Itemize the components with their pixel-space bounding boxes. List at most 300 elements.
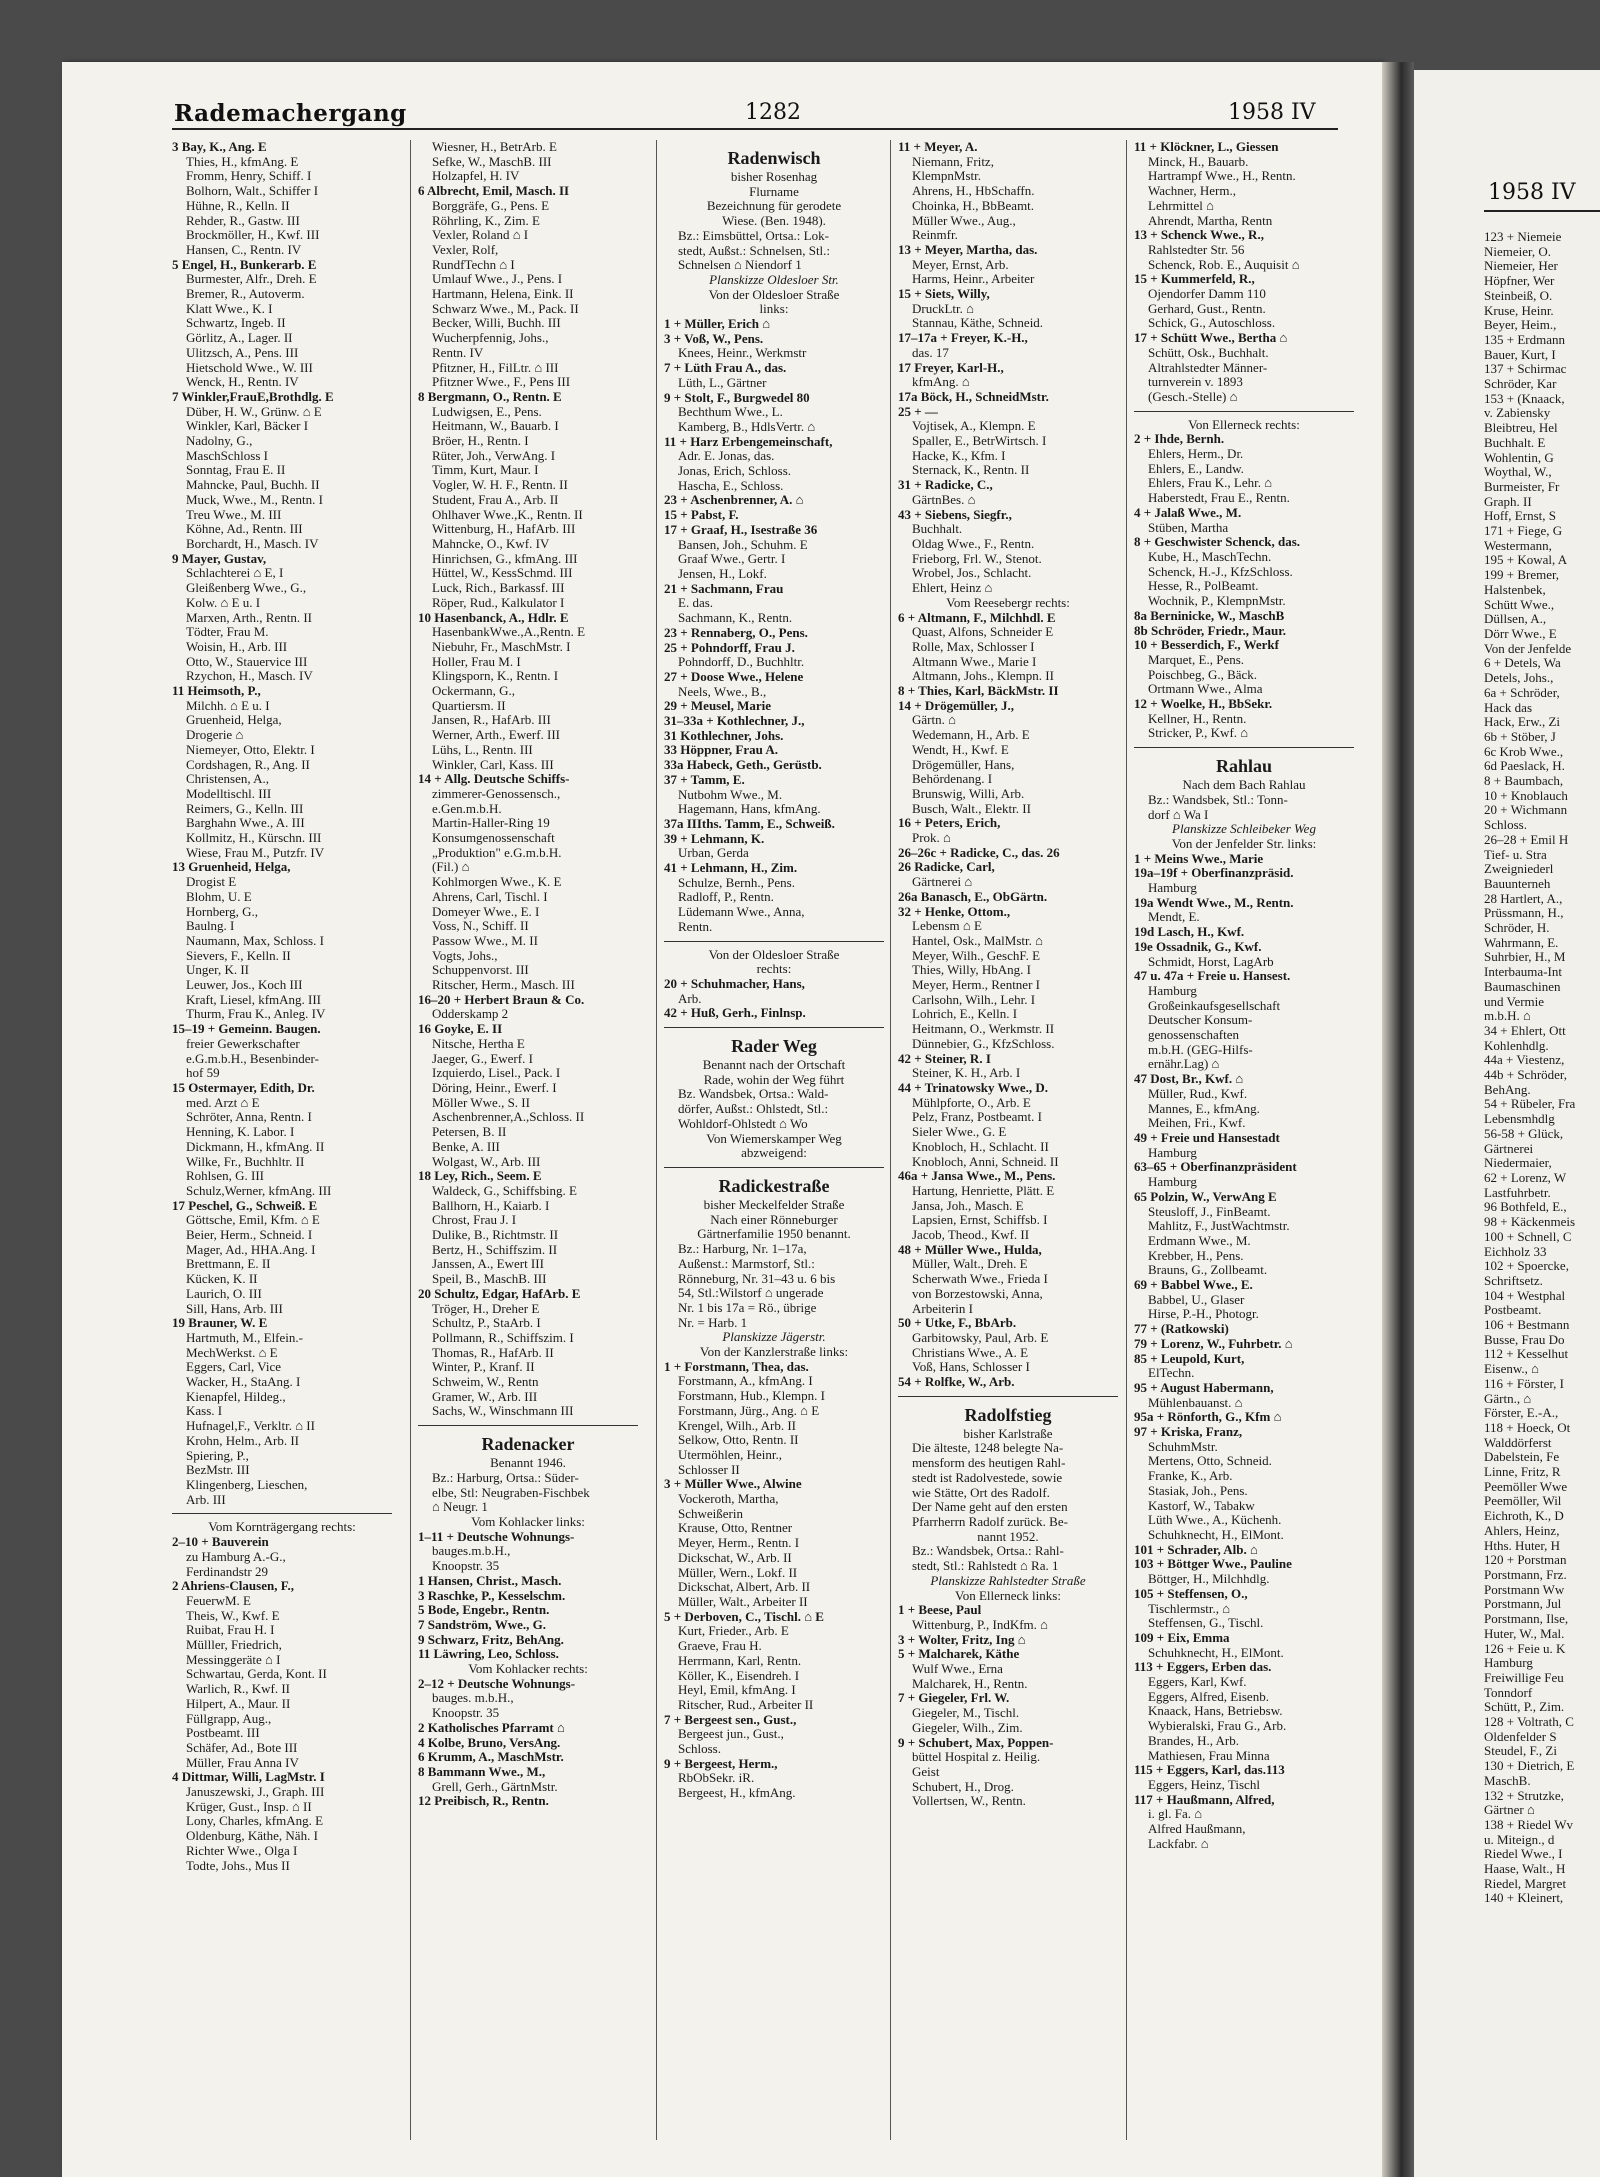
house-number-entry: 25 + —: [898, 404, 938, 419]
section-note: Benannt 1946.: [490, 1456, 566, 1471]
next-page-entry: Gärtner ⌂: [1484, 1803, 1535, 1818]
next-page-entry: Von der Jenfelde: [1484, 641, 1572, 656]
house-number-entry: 33 Höppner, Frau A.: [664, 743, 779, 758]
resident-entry: Janssen, A., Ewert III: [432, 1257, 544, 1272]
resident-entry: Schröter, Anna, Rentn. I: [186, 1110, 312, 1125]
next-page-entry: 44b + Schröder,: [1484, 1068, 1567, 1083]
resident-entry: Gramer, W., Arb. III: [432, 1389, 538, 1404]
resident-entry: Köller, K., Eisendreh. I: [678, 1668, 800, 1683]
resident-entry: Schlosser II: [678, 1462, 740, 1477]
resident-entry: Wrobel, Jos., Schlacht.: [912, 566, 1032, 581]
resident-entry: KlempnMstr.: [912, 169, 981, 184]
resident-entry: wie Stätte, Ort des Radolf.: [912, 1485, 1050, 1500]
section-note: Rade, wohin der Weg führt: [703, 1072, 845, 1087]
resident-entry: Krohn, Helm., Arb. II: [186, 1433, 300, 1448]
resident-entry: Dulike, B., Richtmstr. II: [432, 1228, 559, 1243]
resident-entry: Beier, Herm., Schneid. I: [186, 1228, 313, 1243]
resident-entry: Lüth, L., Gärtner: [678, 375, 767, 390]
resident-entry: Giegeler, Wilh., Zim.: [912, 1720, 1023, 1735]
house-number-entry: 25 + Pohndorff, Frau J.: [664, 640, 795, 655]
house-number-entry: 9 Mayer, Gustav,: [172, 551, 267, 566]
resident-entry: med. Arzt ⌂ E: [186, 1095, 260, 1110]
street-heading: Radolfstieg: [964, 1404, 1052, 1425]
house-number-entry: 65 Polzin, W., VerwAng E: [1134, 1189, 1277, 1204]
resident-entry: Winkler, Karl, Bäcker I: [186, 419, 309, 434]
house-number-entry: 8 Bammann Wwe., M.,: [418, 1764, 546, 1779]
next-page-entry: Eichholz 33: [1484, 1244, 1547, 1259]
resident-entry: Heitmann, O., Werkmstr. II: [912, 1022, 1055, 1037]
resident-entry: Müller, Walt., Arbeiter II: [678, 1594, 808, 1609]
next-page-entry: 56-58 + Glück,: [1484, 1126, 1564, 1141]
house-number-entry: 4 + Jalaß Wwe., M.: [1134, 505, 1242, 520]
next-page-entry: Lastfuhrbetr.: [1484, 1185, 1551, 1200]
resident-entry: Wendt, H., Kwf. E: [912, 742, 1009, 757]
section-rule: [172, 1513, 392, 1514]
resident-entry: Meyer, Herm., Rentner I: [912, 978, 1040, 993]
house-number-entry: 46a + Jansa Wwe., M., Pens.: [898, 1169, 1056, 1184]
house-number-entry: 5 + Malcharek, Käthe: [898, 1647, 1020, 1662]
resident-entry: Lackfabr. ⌂: [1148, 1836, 1209, 1851]
resident-entry: Speil, B., MaschB. III: [432, 1272, 547, 1287]
resident-entry: Quast, Alfons, Schneider E: [912, 625, 1054, 640]
resident-entry: Bz.: Eimsbüttel, Ortsa.: Lok-: [678, 228, 829, 243]
next-page-entry: BehAng.: [1484, 1082, 1531, 1097]
house-number-entry: 8a Berninicke, W., MaschB: [1134, 608, 1285, 623]
resident-entry: Ehlers, Herm., Dr.: [1148, 447, 1244, 462]
resident-entry: Jansen, R., HafArb. III: [432, 713, 551, 728]
house-number-entry: 115 + Eggers, Karl, das.113: [1134, 1763, 1285, 1778]
resident-entry: Kamberg, B., HdlsVertr. ⌂: [678, 419, 816, 434]
resident-entry: Brunswig, Willi, Arb.: [912, 786, 1025, 801]
resident-entry: Harms, Heinr., Arbeiter: [912, 272, 1035, 287]
next-page-entry: Suhrbier, H., M: [1484, 950, 1566, 965]
resident-entry: (Fil.) ⌂: [432, 860, 470, 875]
house-number-entry: 69 + Babbel Wwe., E.: [1134, 1278, 1253, 1293]
resident-entry: Eggers, Carl, Vice: [186, 1360, 282, 1375]
next-page-entry: 104 + Westphal: [1484, 1288, 1566, 1303]
resident-entry: Stüben, Martha: [1148, 520, 1229, 535]
next-page-entry: m.b.H. ⌂: [1484, 1009, 1531, 1024]
next-page-entry: 153 + (Knaack,: [1484, 391, 1565, 406]
section-note: Von der Oldesloer Straße: [708, 287, 840, 302]
resident-entry: Schwarz Wwe., M., Pack. II: [432, 301, 579, 316]
house-number-entry: 9 + Bergeest, Herm.,: [664, 1756, 778, 1771]
resident-entry: Hamburg: [1148, 881, 1197, 896]
resident-entry: Ulitzsch, A., Pens. III: [186, 345, 299, 360]
resident-entry: m.b.H. (GEG-Hilfs-: [1148, 1042, 1253, 1057]
resident-entry: Kube, H., MaschTechn.: [1148, 549, 1272, 564]
resident-entry: kfmAng. ⌂: [912, 375, 970, 390]
resident-entry: Gerhard, Gust., Rentn.: [1148, 301, 1266, 316]
resident-entry: stedt, Stl.: Rahlstedt ⌂ Ra. 1: [912, 1559, 1059, 1574]
resident-entry: Erdmann Wwe., M.: [1148, 1233, 1251, 1248]
section-rule: [1134, 747, 1354, 748]
resident-entry: Waldeck, G., Schiffsbing. E: [432, 1183, 577, 1198]
resident-entry: Schick, G., Autoschloss.: [1148, 316, 1276, 331]
resident-entry: Knobloch, Anni, Schneid. II: [912, 1154, 1059, 1169]
resident-entry: Nr. = Harb. 1: [678, 1315, 748, 1330]
resident-entry: Hascha, E., Schloss.: [678, 478, 784, 493]
next-page-entry: 28 Hartlert, A.,: [1484, 891, 1563, 906]
street-heading: Rader Weg: [731, 1036, 817, 1057]
resident-entry: Meihen, Fri., Kwf.: [1148, 1116, 1246, 1131]
resident-entry: Pollmann, R., Schiffszim. I: [432, 1330, 574, 1345]
house-number-entry: 8 Bergmann, O., Rentn. E: [418, 389, 562, 404]
next-page-entry: 123 + Niemeie: [1484, 230, 1562, 244]
resident-entry: Kass. I: [186, 1404, 223, 1419]
house-number-entry: 2 Ahriens-Clausen, F.,: [172, 1579, 294, 1594]
resident-entry: Ehlert, Heinz ⌂: [912, 581, 993, 596]
section-rule: [664, 1167, 884, 1168]
resident-entry: Müller, Frau Anna IV: [186, 1755, 299, 1770]
house-number-entry: 9 + Schubert, Max, Poppen-: [898, 1735, 1054, 1750]
resident-entry: Tischlermstr., ⌂: [1148, 1601, 1231, 1616]
resident-entry: Kienapfel, Hildeg.,: [186, 1389, 286, 1404]
resident-entry: Gruenheid, Helga,: [186, 713, 282, 728]
resident-entry: Arb.: [678, 991, 702, 1006]
house-number-entry: 8 + Geschwister Schenck, das.: [1134, 535, 1301, 550]
next-page-entry: Oldenfelder S: [1484, 1729, 1557, 1744]
next-page-entry: Eichroth, K., D: [1484, 1509, 1564, 1524]
resident-entry: Ritscher, Herm., Masch. III: [432, 978, 575, 993]
next-page-entry: Förster, E.-A.,: [1484, 1406, 1559, 1421]
house-number-entry: 101 + Schrader, Alb. ⌂: [1134, 1542, 1258, 1557]
resident-entry: Spaller, E., BetrWirtsch. I: [912, 434, 1047, 449]
resident-entry: Meyer, Ernst, Arb.: [912, 257, 1009, 272]
next-page-entry: Eisenw., ⌂: [1484, 1362, 1539, 1377]
resident-entry: hof 59: [186, 1066, 220, 1081]
house-number-entry: 44 + Trinatowsky Wwe., D.: [898, 1081, 1049, 1095]
next-page-entry: Schröder, H.: [1484, 921, 1550, 936]
section-note: Gärtnerfamilie 1950 benannt.: [697, 1227, 851, 1242]
house-number-entry: 31–33a + Kothlechner, J.,: [664, 714, 805, 729]
resident-entry: Füllgrapp, Aug.,: [186, 1711, 272, 1726]
street-heading: Radickestraße: [718, 1176, 830, 1196]
resident-entry: Lehrmittel ⌂: [1148, 198, 1214, 213]
next-page-entry: u. Miteign., d: [1484, 1832, 1555, 1847]
resident-entry: Sill, Hans, Arb. III: [186, 1301, 283, 1316]
resident-entry: Wilke, Fr., Buchhltr. II: [186, 1154, 305, 1169]
resident-entry: Schmidt, Horst, LagArb: [1148, 954, 1274, 969]
next-page-entry: Gärtn., ⌂: [1484, 1391, 1532, 1406]
house-number-entry: 50 + Utke, F., BbArb.: [898, 1316, 1017, 1331]
resident-entry: Vojtisek, A., Klempn. E: [912, 419, 1036, 434]
house-number-entry: 1 + Meins Wwe., Marie: [1134, 851, 1264, 866]
resident-entry: E. das.: [678, 596, 714, 611]
resident-entry: Ludwigsen, E., Pens.: [432, 404, 542, 419]
resident-entry: Rzychon, H., Masch. IV: [186, 669, 313, 684]
house-number-entry: 16–20 + Herbert Braun & Co.: [418, 992, 585, 1007]
resident-entry: Mahlitz, F., JustWachtmstr.: [1148, 1219, 1290, 1234]
resident-entry: Postbeamt. III: [186, 1726, 260, 1741]
next-page-entry: Wohlentin, G: [1484, 450, 1554, 465]
next-page-entry: Riedel Wwe., I: [1484, 1847, 1563, 1862]
next-page-entry: Walddörferst: [1484, 1435, 1552, 1450]
resident-entry: Wiese, Frau M., Putzfr. IV: [186, 845, 325, 860]
resident-entry: Messinggeräte ⌂ I: [186, 1652, 281, 1667]
resident-entry: Mannes, E., kfmAng.: [1148, 1101, 1260, 1116]
next-page-entry: 6a + Schröder,: [1484, 685, 1560, 700]
next-page-entry: Steudel, F., Zi: [1484, 1744, 1557, 1759]
resident-entry: Aschenbrenner,A.,Schloss. II: [432, 1110, 585, 1125]
resident-entry: Hacke, K., Kfm. I: [912, 448, 1006, 463]
resident-entry: Ballhorn, H., Kaiarb. I: [432, 1198, 550, 1213]
next-page-year: 1958 IV: [1488, 180, 1576, 205]
next-page-entry: Zweigniederl: [1484, 862, 1554, 877]
resident-entry: Lüth Wwe., A., Küchenh.: [1148, 1513, 1282, 1528]
section-note: Von der Oldesloer Straße: [708, 947, 840, 962]
resident-entry: Schütt, Osk., Buchhalt.: [1148, 345, 1269, 360]
resident-entry: e.Gen.m.b.H.: [432, 801, 502, 816]
house-number-entry: 1 + Müller, Erich ⌂: [664, 317, 771, 332]
resident-entry: „Produktion" e.G.m.b.H.: [432, 845, 562, 860]
resident-entry: Sefke, W., MaschB. III: [432, 154, 552, 169]
resident-entry: Krause, Otto, Rentner: [678, 1521, 793, 1536]
resident-entry: Hartrampf Wwe., H., Rentn.: [1148, 169, 1296, 184]
house-number-entry: 43 + Siebens, Siegfr.,: [898, 507, 1012, 522]
next-page-entry: Linne, Fritz, R: [1484, 1465, 1561, 1480]
resident-entry: Ferdinandstr 29: [186, 1564, 268, 1579]
resident-entry: Spiering, P.,: [186, 1448, 249, 1463]
resident-entry: Muck, Wwe., M., Rentn. I: [186, 492, 323, 507]
resident-entry: Scherwath Wwe., Frieda I: [912, 1272, 1048, 1287]
resident-entry: Unger, K. II: [186, 963, 250, 978]
resident-entry: Wiesner, H., BetrArb. E: [432, 140, 557, 154]
resident-entry: Eggers, Heinz, Tischl: [1148, 1777, 1260, 1792]
next-page-entry: Wahrmann, E.: [1484, 935, 1559, 950]
house-number-entry: 95a + Rönforth, G., Kfm ⌂: [1134, 1410, 1282, 1425]
resident-entry: Graeve, Frau H.: [678, 1639, 762, 1654]
resident-entry: Borggräfe, G., Pens. E: [432, 198, 550, 213]
house-number-entry: 113 + Eggers, Erben das.: [1134, 1660, 1272, 1675]
next-page-entry: Halstenbek,: [1484, 582, 1546, 597]
column-divider: [1126, 140, 1127, 2140]
resident-entry: Brettmann, E. II: [186, 1257, 271, 1272]
resident-entry: Steusloff, J., FinBeamt.: [1148, 1204, 1271, 1219]
next-page-entry: 100 + Schnell, C: [1484, 1229, 1572, 1244]
house-number-entry: 11 + Klöckner, L., Giessen: [1134, 140, 1279, 154]
section-note: Vom Kohlacker links:: [471, 1514, 585, 1529]
next-page-entry: 54 + Rübeler, Fra: [1484, 1097, 1576, 1112]
resident-entry: Schweim, W., Rentn: [432, 1375, 539, 1390]
resident-entry: Borchardt, H., Masch. IV: [186, 536, 319, 551]
resident-entry: Schulze, Bernh., Pens.: [678, 875, 795, 890]
house-number-entry: 12 + Woelke, H., BbSekr.: [1134, 697, 1273, 712]
next-page-entry: Kohlenhdlg.: [1484, 1038, 1549, 1053]
next-page-entry: Niemeier, Her: [1484, 259, 1558, 274]
next-page-entry: Peemöller Wwe: [1484, 1479, 1568, 1494]
resident-entry: Tödter, Frau M.: [186, 625, 269, 640]
house-number-entry: 14 + Drögemüller, J.,: [898, 698, 1014, 713]
house-number-entry: 15 Ostermayer, Edith, Dr.: [172, 1081, 315, 1095]
resident-entry: Marxen, Arth., Rentn. II: [186, 610, 313, 625]
resident-entry: GärtnBes. ⌂: [912, 492, 976, 507]
resident-entry: Gärtnerei ⌂: [912, 875, 973, 890]
house-number-entry: 37 + Tamm, E.: [664, 772, 745, 787]
resident-entry: Grell, Gerh., GärtnMstr.: [432, 1779, 558, 1794]
resident-entry: Chrost, Frau J. I: [432, 1213, 517, 1228]
resident-entry: Utermöhlen, Heinr.,: [678, 1447, 782, 1462]
resident-entry: Krebber, H., Pens.: [1148, 1248, 1244, 1263]
resident-entry: Eggers, Alfred, Eisenb.: [1148, 1689, 1269, 1704]
house-number-entry: 19a Wendt Wwe., M., Rentn.: [1134, 895, 1294, 910]
resident-entry: RundfTechn ⌂ I: [432, 257, 515, 272]
resident-entry: Rahlstedter Str. 56: [1148, 242, 1245, 257]
resident-entry: Neels, Wwe., B.,: [678, 684, 767, 699]
section-note: Von der Jenfelder Str. links:: [1171, 836, 1317, 851]
resident-entry: Minck, H., Bauarb.: [1148, 154, 1249, 169]
section-rule: [898, 1396, 1118, 1397]
resident-entry: Sonntag, Frau E. II: [186, 463, 286, 478]
house-number-entry: 95 + August Habermann,: [1134, 1380, 1274, 1395]
resident-entry: MechWerkst. ⌂ E: [186, 1345, 278, 1360]
resident-entry: Wenck, H., Rentn. IV: [186, 375, 299, 390]
house-number-entry: 17 Freyer, Karl-H.,: [898, 360, 1004, 375]
resident-entry: Müller Wwe., Aug.,: [912, 213, 1016, 228]
resident-entry: Barghahn Wwe., A. III: [186, 816, 305, 831]
house-number-entry: 19a–19f + Oberfinanzpräsid.: [1134, 866, 1294, 881]
section-note: Von Ellerneck links:: [955, 1588, 1061, 1603]
house-number-entry: 37a IIIths. Tamm, E., Schweiß.: [664, 816, 835, 831]
resident-entry: Brockmöller, H., Kwf. III: [186, 228, 320, 243]
house-number-entry: 77 + (Ratkowski): [1134, 1322, 1229, 1337]
resident-entry: Klatt Wwe., K. I: [186, 301, 273, 316]
resident-entry: Schuhknecht, H., ElMont.: [1148, 1645, 1284, 1660]
house-number-entry: 3 + Müller Wwe., Alwine: [664, 1477, 802, 1492]
resident-entry: Mahncke, O., Kwf. IV: [432, 536, 550, 551]
resident-entry: Benke, A. III: [432, 1139, 500, 1154]
resident-entry: Vockeroth, Martha,: [678, 1492, 779, 1507]
house-number-entry: 12 Preibisch, R., Rentn.: [418, 1794, 549, 1809]
resident-entry: Mager, Ad., HHA.Ang. I: [186, 1242, 316, 1257]
resident-entry: Brandes, H., Arb.: [1148, 1733, 1239, 1748]
street-heading: Rahlau: [1215, 756, 1273, 777]
house-number-entry: 1 + Beese, Paul: [898, 1603, 982, 1618]
resident-entry: Niemeyer, Otto, Elektr. I: [186, 742, 315, 757]
house-number-entry: 105 + Steffensen, O.,: [1134, 1586, 1248, 1601]
house-number-entry: 11 + Meyer, A.: [898, 140, 978, 154]
resident-entry: Altmann, Johs., Klempn. II: [912, 669, 1054, 684]
next-page-entry: Detels, Johs.,: [1484, 671, 1554, 686]
resident-entry: Hinrichsen, G., kfmAng. III: [432, 551, 578, 566]
resident-entry: Voss, N., Schiff. II: [432, 919, 529, 934]
next-page-entry: 195 + Kowal, A: [1484, 553, 1568, 568]
resident-entry: Hilpert, A., Maur. II: [186, 1696, 291, 1711]
section-rule: [664, 941, 884, 942]
resident-entry: Jacob, Theod., Kwf. II: [912, 1228, 1030, 1243]
resident-entry: Drogist E: [186, 875, 237, 890]
next-page-entry: Buchhalt. E: [1484, 435, 1546, 450]
resident-entry: Röper, Rud., Kalkulator I: [432, 595, 565, 610]
next-page-entry: Porstmann, Frz.: [1484, 1567, 1567, 1582]
next-page-entry: 135 + Erdmann: [1484, 332, 1565, 347]
next-page-entry: Huter, W., Mal.: [1484, 1626, 1565, 1641]
resident-entry: Schweißerin: [678, 1506, 743, 1521]
section-note: Von Ellerneck rechts:: [1188, 417, 1300, 432]
house-number-entry: 103 + Böttger Wwe., Pauline: [1134, 1557, 1292, 1572]
next-page-entry: Gärtnerei: [1484, 1141, 1534, 1156]
section-rule: [664, 1027, 884, 1028]
resident-entry: Petersen, B. II: [432, 1125, 507, 1140]
resident-entry: Rüter, Joh., VerwAng. I: [432, 448, 556, 463]
resident-entry: Stricker, P., Kwf. ⌂: [1148, 726, 1249, 741]
resident-entry: Steiner, K. H., Arb. I: [912, 1066, 1021, 1081]
column-divider: [656, 140, 657, 2140]
next-page-rule: [1484, 210, 1600, 212]
next-page-entry: Schloss.: [1484, 818, 1527, 833]
resident-entry: genossenschaften: [1148, 1028, 1239, 1043]
resident-entry: turnverein v. 1893: [1148, 375, 1243, 390]
resident-entry: freier Gewerkschafter: [186, 1036, 300, 1051]
next-page-entry: Lebensmhdlg: [1484, 1112, 1555, 1127]
resident-entry: Wittenburg, H., HafArb. III: [432, 522, 576, 537]
next-page-entry: 138 + Riedel Wv: [1484, 1817, 1574, 1832]
house-number-entry: 18 Ley, Rich., Seem. E: [418, 1169, 542, 1184]
resident-entry: Radloff, P., Rentn.: [678, 890, 774, 905]
resident-entry: Rehder, R., Gastw. III: [186, 213, 300, 228]
section-note: Wiese. (Ben. 1948).: [722, 214, 826, 229]
street-heading: Radenacker: [481, 1434, 575, 1455]
next-page-entry: 8 + Baumbach,: [1484, 774, 1564, 789]
house-number-entry: 31 Kothlechner, Johs.: [664, 728, 784, 743]
resident-entry: Schuhknecht, H., ElMont.: [1148, 1527, 1284, 1542]
house-number-entry: 13 + Meyer, Martha, das.: [898, 242, 1038, 257]
next-page-entry: Höpfner, Wer: [1484, 274, 1555, 289]
next-page-entry: 10 + Knoblauch: [1484, 788, 1568, 803]
house-number-entry: 117 + Haußmann, Alfred,: [1134, 1792, 1275, 1807]
map-reference: Planskizze Rahlstedter Straße: [930, 1573, 1086, 1588]
next-page-entry: Westermann,: [1484, 538, 1552, 553]
resident-entry: das. 17: [912, 345, 949, 360]
next-page-entry: 20 + Wichmann: [1484, 803, 1568, 818]
resident-entry: Kurt, Frieder., Arb. E: [678, 1624, 789, 1639]
next-page-entry: 96 Bothfeld, E.,: [1484, 1200, 1567, 1215]
next-page-entry: Beyer, Heim.,: [1484, 318, 1557, 333]
next-page-entry: Graph. II: [1484, 494, 1532, 509]
resident-entry: Mendt, E.: [1148, 910, 1200, 925]
next-page-entry: Burmeister, Fr: [1484, 479, 1560, 494]
next-page-entry: 128 + Voltrath, C: [1484, 1715, 1574, 1730]
resident-entry: Garbitowsky, Paul, Arb. E: [912, 1330, 1049, 1345]
house-number-entry: 8b Schröder, Friedr., Maur.: [1134, 623, 1287, 638]
resident-entry: Brauns, G., Zollbeamt.: [1148, 1263, 1268, 1278]
resident-entry: RbObSekr. iR.: [678, 1771, 755, 1786]
resident-entry: Die älteste, 1248 belegte Na-: [912, 1441, 1064, 1456]
house-number-entry: 1 Hansen, Christ., Masch.: [418, 1573, 562, 1588]
column-2: [418, 140, 638, 2150]
resident-entry: Altmann Wwe., Marie I: [912, 654, 1037, 669]
resident-entry: Domeyer Wwe., E. I: [432, 904, 540, 919]
year-volume: 1958 IV: [1228, 100, 1316, 125]
house-number-entry: 21 + Sachmann, Frau: [664, 581, 784, 596]
resident-entry: Lühs, L., Rentn. III: [432, 742, 533, 757]
house-number-entry: 15 + Pabst, F.: [664, 508, 739, 523]
house-number-entry: 7 Sandström, Wwe., G.: [418, 1617, 546, 1632]
resident-entry: HasenbankWwe.,A.,Rentn. E: [432, 625, 586, 640]
house-number-entry: 9 Schwarz, Fritz, BehAng.: [418, 1632, 564, 1647]
resident-entry: Arbeiterin I: [912, 1301, 974, 1316]
resident-entry: Kellner, H., Rentn.: [1148, 711, 1247, 726]
next-page-entry: 118 + Hoeck, Ot: [1484, 1420, 1571, 1435]
resident-entry: Steffensen, G., Tischl.: [1148, 1616, 1264, 1631]
resident-entry: Hagemann, Hans, kfmAng.: [678, 802, 821, 817]
next-page-entry: 6 + Detels, Wa: [1484, 656, 1561, 671]
resident-entry: MaschSchloss I: [186, 448, 268, 463]
resident-entry: Mülller, Friedrich,: [186, 1638, 282, 1653]
resident-entry: Woisin, H., Arb. III: [186, 639, 288, 654]
resident-entry: Hantel, Osk., MalMstr. ⌂: [912, 933, 1043, 948]
resident-entry: Wochnik, P., KlempnMstr.: [1148, 594, 1286, 609]
